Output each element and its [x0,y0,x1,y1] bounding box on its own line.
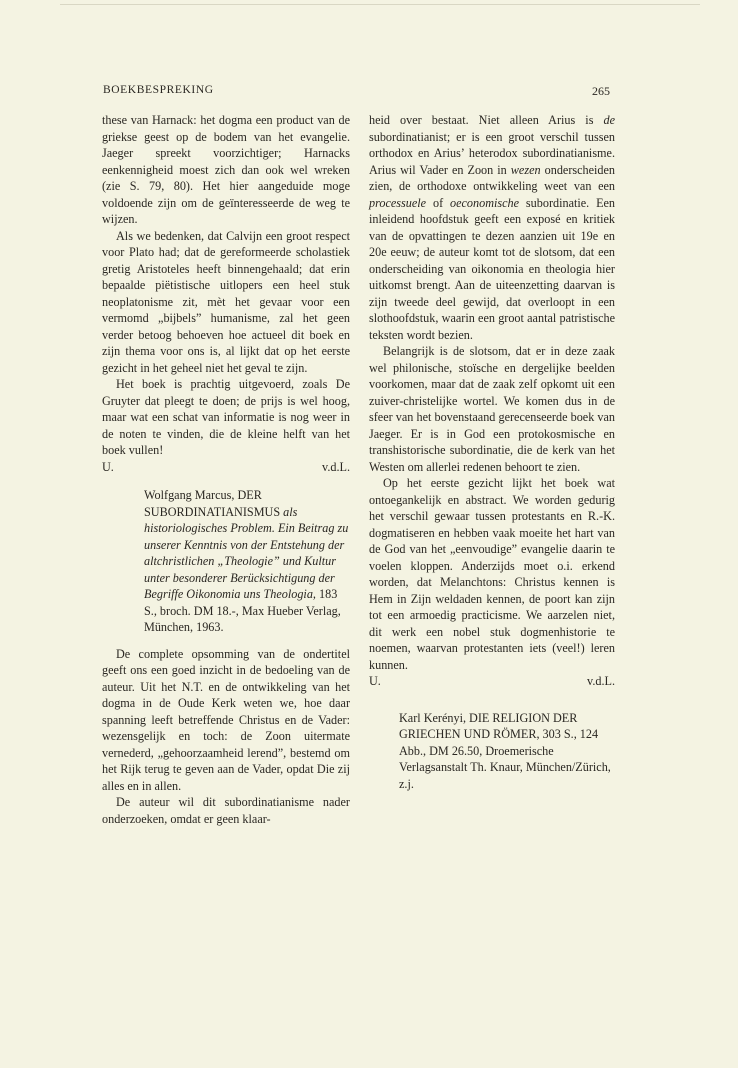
page-top-edge [60,4,700,5]
book-details: 183 S., broch. DM 18.-, Max Hueber Verlag, München, 1963. [144,587,341,634]
book-author-title: Wolfgang Marcus, DER SUBORDINATIANISMUS [144,488,281,519]
signature-name: v.d.L. [322,459,350,474]
book-entry [144,487,350,636]
review-paragraph: De complete opsomming van de ondertitel geeft ons een goed inzicht in de bedoeling van de auteur. Uit het N.T. en de ontwikkeling van het dogma in de Oude Kerk weten we, hoe daar spanning leeft betreffende Christus en de Vader: wezensgelijk en toch: de Zoon uitermate vernederd, „gehoorzaamheid lerend”, bestemd om het Rijk terug te geven aan de Vader, opdat Die zij alles en in allen. [102,646,350,793]
right-column [369,112,615,802]
review-paragraph: heid over bestaat. Niet alleen Arius is de subordinatianist; er is een groot verschil tussen orthodox en Arius’ heterodox subordinatianisme. Arius wil Vader en Zoon in wezen onderscheiden zien, de orthodoxe ontwikkeling weet van een processuele of oeconomische subordinatie. Een inleidend hoofdstuk geeft een exposé en kritiek van de opvattingen te dezen aanzien uit 19e en 20e eeuw; de auteur komt tot de slotsom, dat een onderscheiding van oikonomia en theologia hier uitkomst brengt. Aan de uiteenzetting daarvan is zijn tweede deel gewijd, dat overloopt in een slothoofdstuk, waarin een groot aantal patristische teksten wordt bezien. [369,113,616,342]
book-entry: Karl Kerényi, DIE RELIGION DER GRIECHEN UND RÖMER, 303 S., 124 Abb., DM 26.50, Droemerische Verlagsanstalt Th. Knaur, München/Zürich, z.j. [399,710,611,791]
signature-initial: U. [102,459,114,474]
reviewer-signature [369,673,615,690]
signature-initial: U. [369,674,381,688]
review-paragraph: Belangrijk is de slotsom, dat er in deze zaak wel philonische, stoïsche en dergelijke beelden voorkomen, maar dat de zaak zelf opkomt uit een zuiver-christelijke wortel. We komen dus in de sfeer van het bovenstaand gerecenseerde boek van Jaeger. Er is in God een protokosmische en transhistorische subordinatie, die de kerk van het Westen om allerlei redenen behoort te zien. [369,344,615,474]
review-paragraph: Als we bedenken, dat Calvijn een groot respect voor Plato had; dat de gereformeerde scholastiek gretig Aristoteles heeft binnengehaald; dat erin bepaalde piëtistische uitlopers een heel stuk neoplatonisme zit, mèt het gevaar voor een vermomd „bijbels” humanisme, zal het geen verder betoog behoeven hoe actueel dit boek en zijn thema voor ons is, al lijkt dat op het eerste gezicht in het geheel niet het geval te zijn. [102,228,350,375]
review-paragraph: De auteur wil dit subordinatianisme nader onderzoeken, omdat er geen klaar- [102,795,350,826]
review-paragraph: Het boek is prachtig uitgevoerd, zoals De Gruyter dat pleegt te doen; de prijs is wel hoog, maar wat een schat van informatie is nog weer in de noten te vinden, die de kleine helft van het boek vullen! [102,377,350,457]
review-paragraph: Op het eerste gezicht lijkt het boek wat ontoegankelijk en abstract. We worden gedurig het verschil gewaar tussen protestants en R.-K. dogmatiseren en hebben vaak moeite het hart van de God van het „eenvoudige” evangelie daarin te voelen kloppen. Anderzijds moet o.i. erkend worden, dat Melanchtons: Christus kennen is Hem in Zijn weldaden kennen, de poort kan zijn tot een armoedig practicisme. We aarzelen niet, dit werk een nobel stuk dogmenhistorie te noemen, waarvan protestanten iets (veel!) leren kunnen. [369,476,615,672]
reviewer-signature [102,459,350,476]
signature-name: v.d.L. [587,674,615,688]
running-head: BOEKBESPREKING [103,84,214,96]
book-subtitle: als historiologisches Problem. Ein Beitrag zu unserer Kenntnis von der Entstehung der altchristlichen „Theologie” und Kultur unter besonderer Berücksichtigung der Begriffe Oikonomia uns Theologia, [144,504,349,601]
left-column [102,112,350,827]
page-number: 265 [592,84,610,98]
review-paragraph: these van Harnack: het dogma een product van de griekse geest op de bodem van het evangelie. Jaeger spreekt voorzichtiger; Harnacks eenkennigheid moest zich dan ook wel wreken (zie S. 79, 80). Het hier aangeduide moge voldoende zijn om de geïnteresseerde de weg te wijzen. [102,113,350,226]
